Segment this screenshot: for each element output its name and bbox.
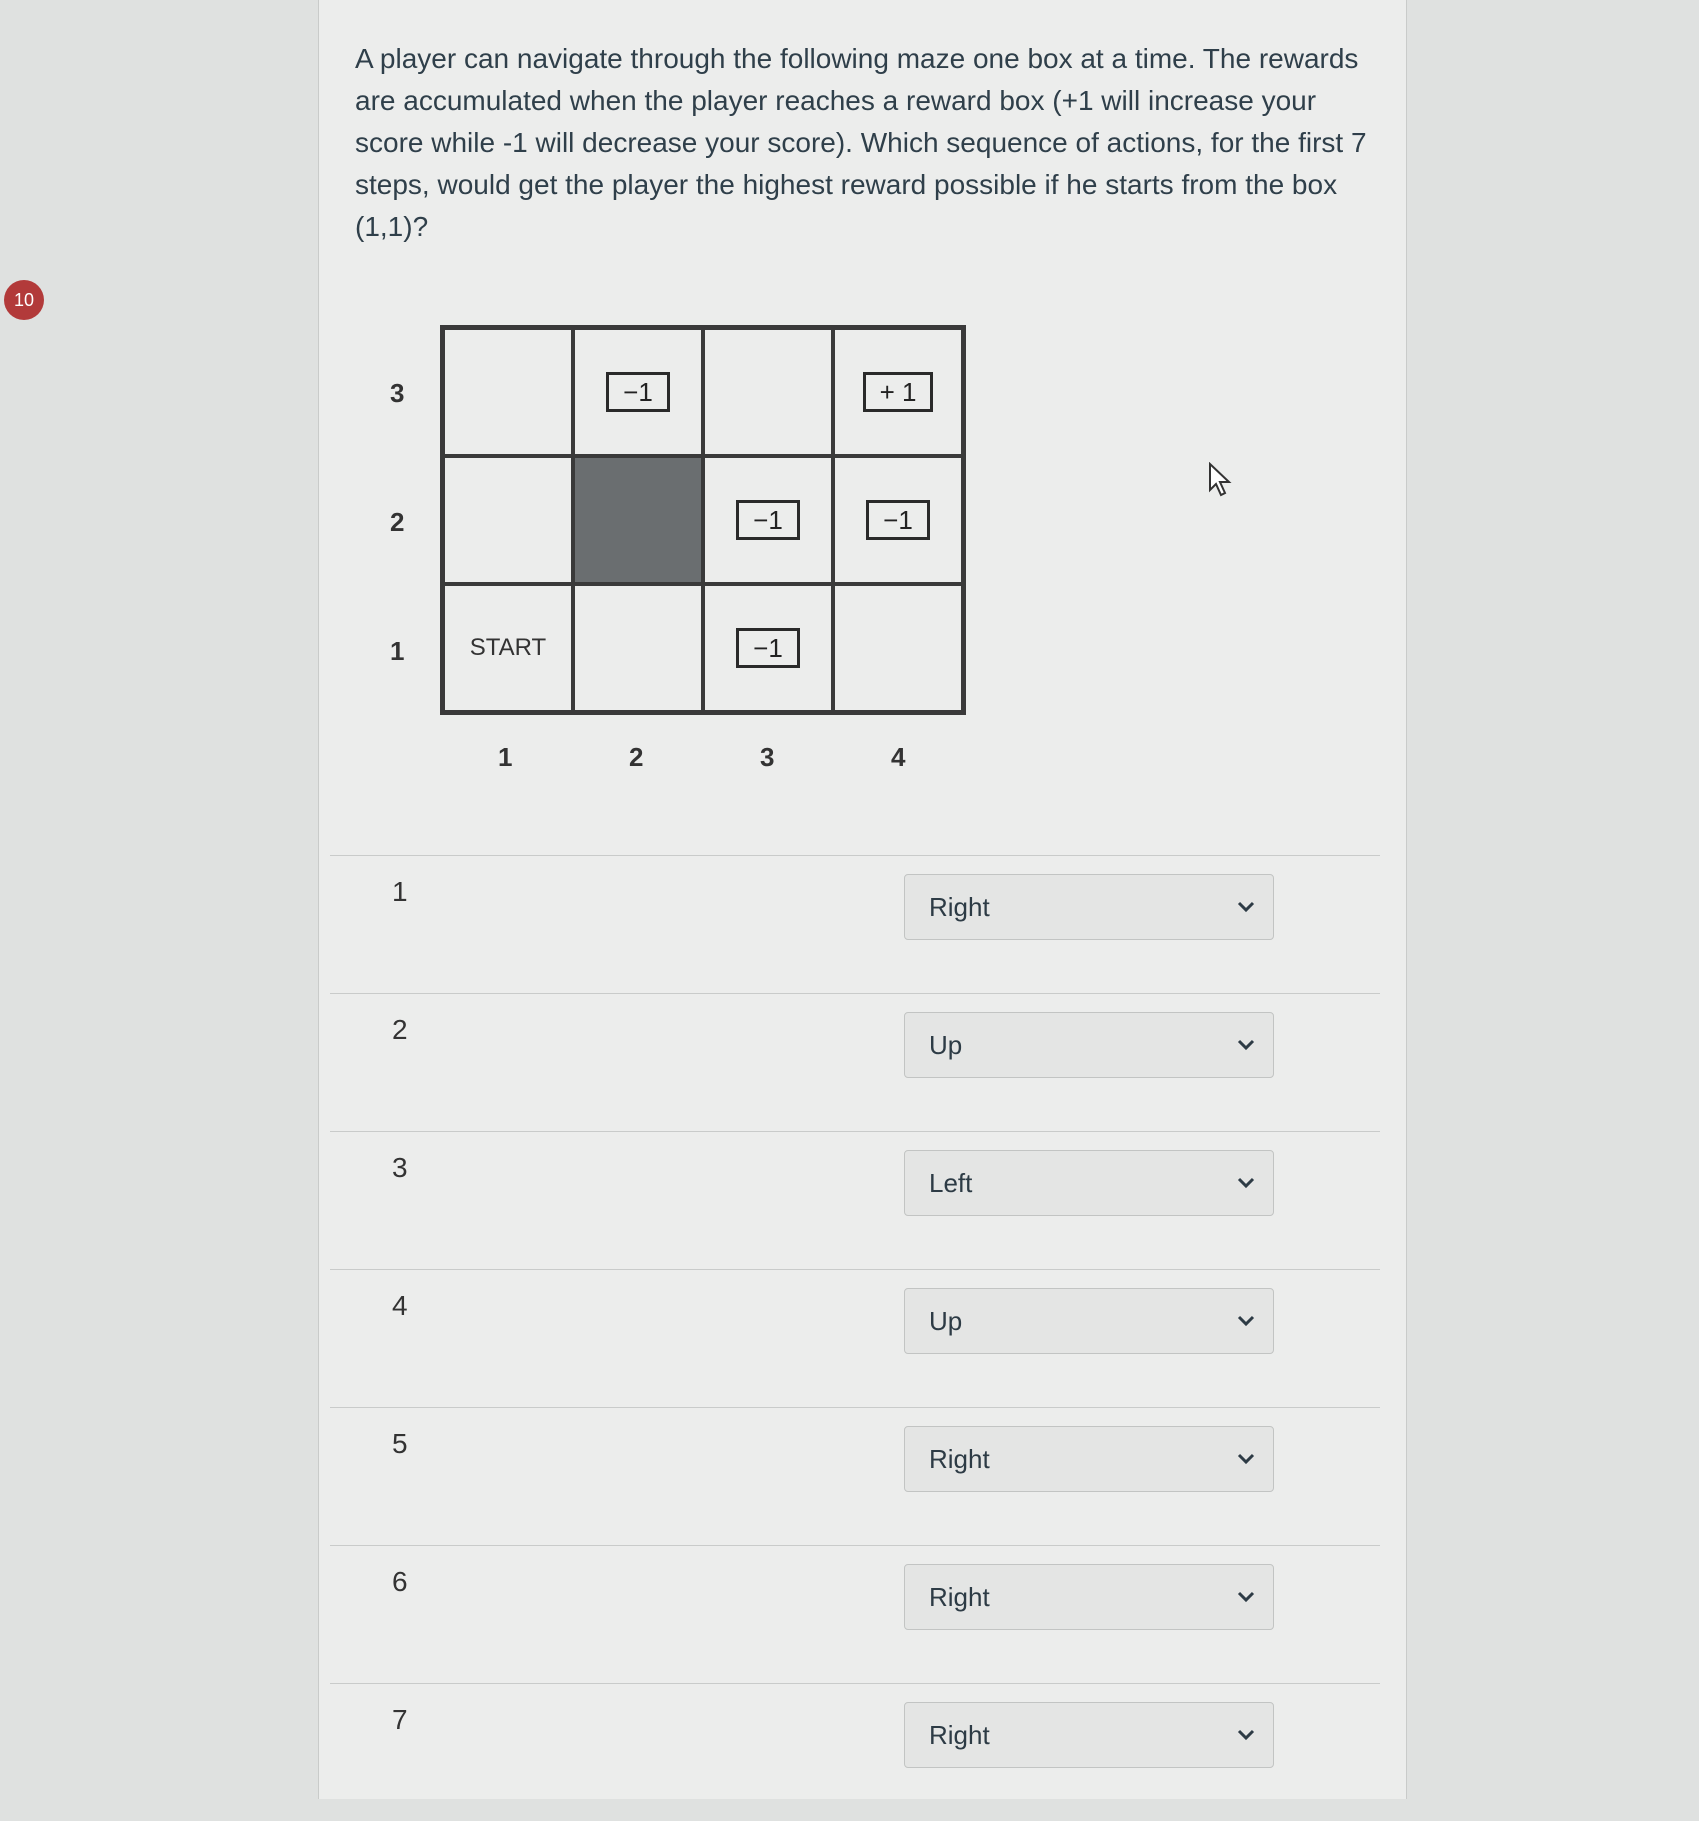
answer-row (330, 1131, 1380, 1269)
answer-row (330, 1683, 1380, 1821)
row-label-2: 2 (390, 507, 405, 537)
step-number: 4 (392, 1290, 408, 1321)
maze-cell-empty (833, 584, 963, 712)
dropdown-selected-value: Right (929, 1443, 990, 1474)
chevron-down-icon (1233, 893, 1259, 919)
maze-cell-reward (573, 328, 703, 456)
step-number: 6 (392, 1566, 408, 1597)
maze-cell-empty (443, 328, 573, 456)
action-dropdown[interactable] (904, 1150, 1274, 1216)
step-number: 7 (392, 1704, 408, 1735)
reward-box: −1 (736, 628, 800, 668)
col-label-1: 1 (498, 742, 513, 772)
maze-cell-reward (833, 456, 963, 584)
step-number: 5 (392, 1428, 408, 1459)
answer-row (330, 1545, 1380, 1683)
chevron-down-icon (1233, 1445, 1259, 1471)
mouse-cursor-icon (1208, 462, 1234, 498)
maze-cell-blocked (573, 456, 703, 584)
reward-box: + 1 (863, 372, 934, 412)
start-label: START (469, 634, 547, 661)
maze-cell-reward (703, 456, 833, 584)
action-dropdown[interactable] (904, 1288, 1274, 1354)
chevron-down-icon (1233, 1307, 1259, 1333)
row-label-1: 1 (390, 636, 405, 666)
col-label-3: 3 (760, 742, 775, 772)
question-number-badge: 10 (4, 280, 44, 320)
action-dropdown[interactable] (904, 874, 1274, 940)
step-number: 2 (392, 1014, 408, 1045)
reward-box: −1 (606, 372, 670, 412)
col-label-4: 4 (891, 742, 906, 772)
col-label-2: 2 (629, 742, 644, 772)
answer-row (330, 993, 1380, 1131)
reward-box: −1 (866, 500, 930, 540)
maze-cell-reward (703, 584, 833, 712)
action-dropdown[interactable] (904, 1702, 1274, 1768)
maze-grid (440, 325, 966, 715)
dropdown-selected-value: Up (929, 1305, 963, 1336)
action-dropdown[interactable] (904, 1012, 1274, 1078)
maze-cell-empty (573, 584, 703, 712)
chevron-down-icon (1233, 1031, 1259, 1057)
action-dropdown[interactable] (904, 1426, 1274, 1492)
maze-cell-empty (703, 328, 833, 456)
step-number: 1 (392, 876, 408, 907)
dropdown-selected-value: Up (929, 1029, 963, 1060)
maze-figure (440, 325, 966, 715)
question-text: A player can navigate through the following maze one box at a time. The rewards are accumulated when the player reaches a reward box (+1 will increase your score while -1 will decrease your score). Which sequence of actions, for the first 7 steps, would get the player the highest reward possible if he starts from the box (1,1)? (355, 43, 1367, 242)
answer-row (330, 1407, 1380, 1545)
answer-list (330, 855, 1380, 1821)
dropdown-selected-value: Right (929, 1581, 990, 1612)
maze-cell-start (443, 584, 573, 712)
dropdown-selected-value: Right (929, 891, 990, 922)
action-dropdown[interactable] (904, 1564, 1274, 1630)
maze-cell-empty (443, 456, 573, 584)
step-number: 3 (392, 1152, 408, 1183)
dropdown-selected-value: Left (929, 1167, 973, 1198)
answer-row (330, 1269, 1380, 1407)
chevron-down-icon (1233, 1169, 1259, 1195)
chevron-down-icon (1233, 1721, 1259, 1747)
row-label-3: 3 (390, 378, 405, 408)
chevron-down-icon (1233, 1583, 1259, 1609)
answer-row (330, 855, 1380, 993)
maze-cell-reward (833, 328, 963, 456)
reward-box: −1 (736, 500, 800, 540)
dropdown-selected-value: Right (929, 1719, 990, 1750)
